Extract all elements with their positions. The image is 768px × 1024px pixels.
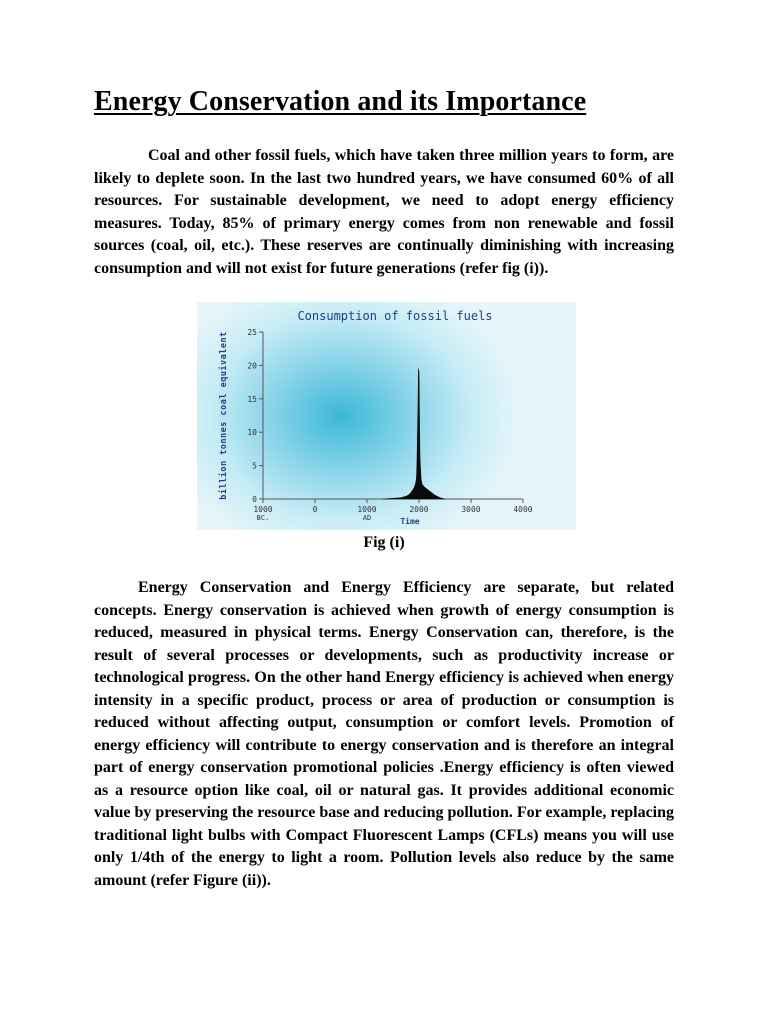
document-title: Energy Conservation and its Importance bbox=[94, 86, 587, 117]
x-tick-label: 4000 bbox=[513, 505, 533, 514]
y-tick-label: 25 bbox=[247, 328, 257, 337]
y-tick-label: 0 bbox=[252, 495, 257, 504]
y-tick-label: 5 bbox=[252, 461, 257, 471]
chart-svg bbox=[197, 302, 576, 530]
paragraph-fossil-fuels: Coal and other fossil fuels, which have taken three million years to form, are likely to deplete soon. In the last two hundred years, we have consumed 60% of all resources. For sustainable development, we need to adopt energy efficiency measures. Today, 85% of primary energy comes from non renewable and fossil sources (coal, oil, etc.). These reserves are continually diminishing with increasing consumption and will not exist for future generations (refer fig (i)). bbox=[94, 147, 674, 277]
x-tick-label: 2000 bbox=[409, 505, 429, 514]
y-tick-label: 15 bbox=[247, 394, 257, 404]
x-tick-label: 3000 bbox=[461, 505, 481, 514]
x-tick-sublabel: AD bbox=[362, 514, 372, 522]
paragraph-energy-efficiency: Energy Conservation and Energy Efficiency are separate, but related concepts. Energy conservation is achieved when growth of energy consumption is reduced, measured in physical terms. Energy Conservation can, therefore, is the result of several processes or developments, such as productivity increase or technological progress. On the other hand Energy efficiency is achieved when energy intensity in a specific product, process or area of production or consumption is reduced without affecting output, consumption or comfort levels. Promotion of energy efficiency will contribute to energy conservation and is therefore an integral part of energy conservation promotional policies .Energy efficiency is often viewed as a resource option like coal, oil or natural gas. It provides additional economic value by preserving the resource base and reducing pollution. For example, replacing traditional light bulbs with Compact Fluorescent Lamps (CFLs) means you will use only 1/4th of the energy to light a room. Pollution levels also reduce by the same amount (refer Figure (ii)). bbox=[94, 579, 675, 889]
chart-title: Consumption of fossil fuels bbox=[297, 309, 493, 323]
consumption-area-series bbox=[383, 369, 445, 499]
y-tick-label: 20 bbox=[247, 361, 257, 371]
figure-caption: Fig (i) bbox=[363, 534, 405, 551]
x-tick-sublabel: BC. bbox=[256, 514, 270, 522]
y-axis-label: billion tonnes coal equivalent bbox=[219, 331, 229, 500]
fossil-fuel-chart bbox=[197, 302, 576, 530]
x-tick-label: 0 bbox=[312, 505, 318, 514]
x-tick-label: 1000 bbox=[253, 505, 273, 514]
x-axis-label: Time bbox=[400, 517, 420, 526]
y-tick-label: 10 bbox=[247, 428, 257, 438]
x-tick-label: 1000 bbox=[357, 505, 377, 514]
